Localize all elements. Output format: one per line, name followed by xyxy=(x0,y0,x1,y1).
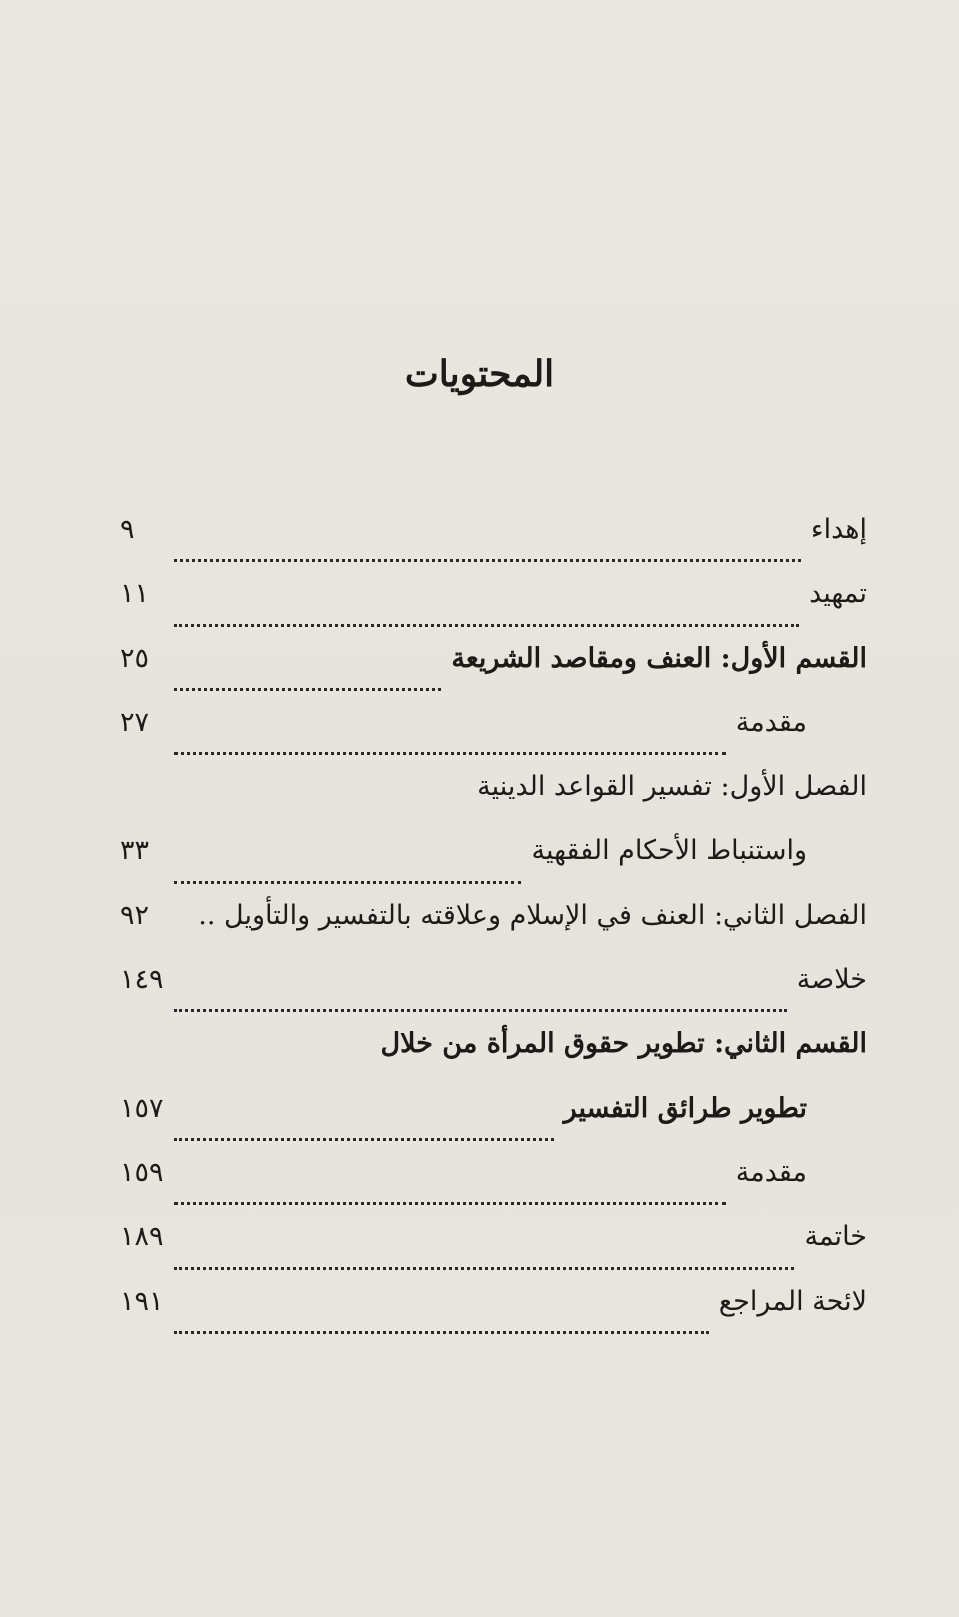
toc-entry-label: الفصل الأول: تفسير القواعد الدينية xyxy=(477,771,867,803)
toc-entry-part-one xyxy=(120,639,867,703)
dot-leader xyxy=(174,752,726,755)
toc-entry-page: ٢٥ xyxy=(120,642,150,674)
toc-entry-label: واستنباط الأحكام الفقهية xyxy=(531,835,807,867)
table-of-contents xyxy=(120,510,867,1346)
toc-entry-part-two-intro xyxy=(120,1153,867,1217)
toc-entry-conclusion xyxy=(120,1217,867,1281)
dot-leader xyxy=(174,1331,709,1334)
dot-leader xyxy=(174,1202,726,1205)
toc-entry-label: الفصل الثاني: العنف في الإسلام وعلاقته بالتفسير والتأويل .. xyxy=(198,899,867,931)
toc-entry-label: تمهيد xyxy=(809,578,867,610)
dot-leader xyxy=(174,881,521,884)
page-title: المحتويات xyxy=(404,353,555,395)
toc-entry-chapter-one-line2 xyxy=(120,831,867,895)
dot-leader xyxy=(174,1267,794,1270)
toc-entry-page: ١٤٩ xyxy=(120,964,164,996)
toc-entry-part-two-line1 xyxy=(120,1024,867,1088)
toc-entry-summary xyxy=(120,960,867,1024)
dot-leader xyxy=(174,1009,787,1012)
toc-entry-dedication xyxy=(120,510,867,574)
dot-leader xyxy=(174,1138,554,1141)
toc-entry-label: مقدمة xyxy=(735,1156,807,1188)
toc-entry-page: ١٨٩ xyxy=(120,1221,164,1253)
toc-entry-label: إهداء xyxy=(810,514,867,545)
toc-entry-page: ١٥٩ xyxy=(120,1156,164,1188)
toc-entry-part-two-line2 xyxy=(120,1089,867,1153)
toc-entry-chapter-two xyxy=(120,896,867,960)
toc-entry-chapter-one-line1 xyxy=(120,767,867,831)
toc-entry-references xyxy=(120,1282,867,1346)
toc-entry-label: القسم الثاني: تطوير حقوق المرأة من خلال xyxy=(380,1028,867,1060)
toc-entry-label: مقدمة xyxy=(735,706,807,738)
toc-entry-page: ١١ xyxy=(120,578,150,610)
toc-entry-page: ١٥٧ xyxy=(120,1092,164,1124)
dot-leader xyxy=(174,624,799,627)
toc-entry-label: تطوير طرائق التفسير xyxy=(563,1092,807,1124)
dot-leader xyxy=(174,688,441,691)
toc-entry-label: خاتمة xyxy=(804,1221,867,1253)
toc-entry-page: ١٩١ xyxy=(120,1285,164,1317)
toc-entry-preface xyxy=(120,574,867,638)
toc-entry-page: ٩ xyxy=(120,514,135,545)
toc-entry-page: ٩٢ xyxy=(120,899,150,931)
toc-entry-part-one-intro xyxy=(120,703,867,767)
toc-entry-page: ٢٧ xyxy=(120,706,150,738)
toc-entry-page: ٣٣ xyxy=(120,835,150,867)
toc-entry-label: خلاصة xyxy=(796,964,867,996)
toc-entry-label: القسم الأول: العنف ومقاصد الشريعة xyxy=(451,642,867,674)
dot-leader xyxy=(174,559,801,562)
toc-entry-label: لائحة المراجع xyxy=(718,1285,867,1317)
